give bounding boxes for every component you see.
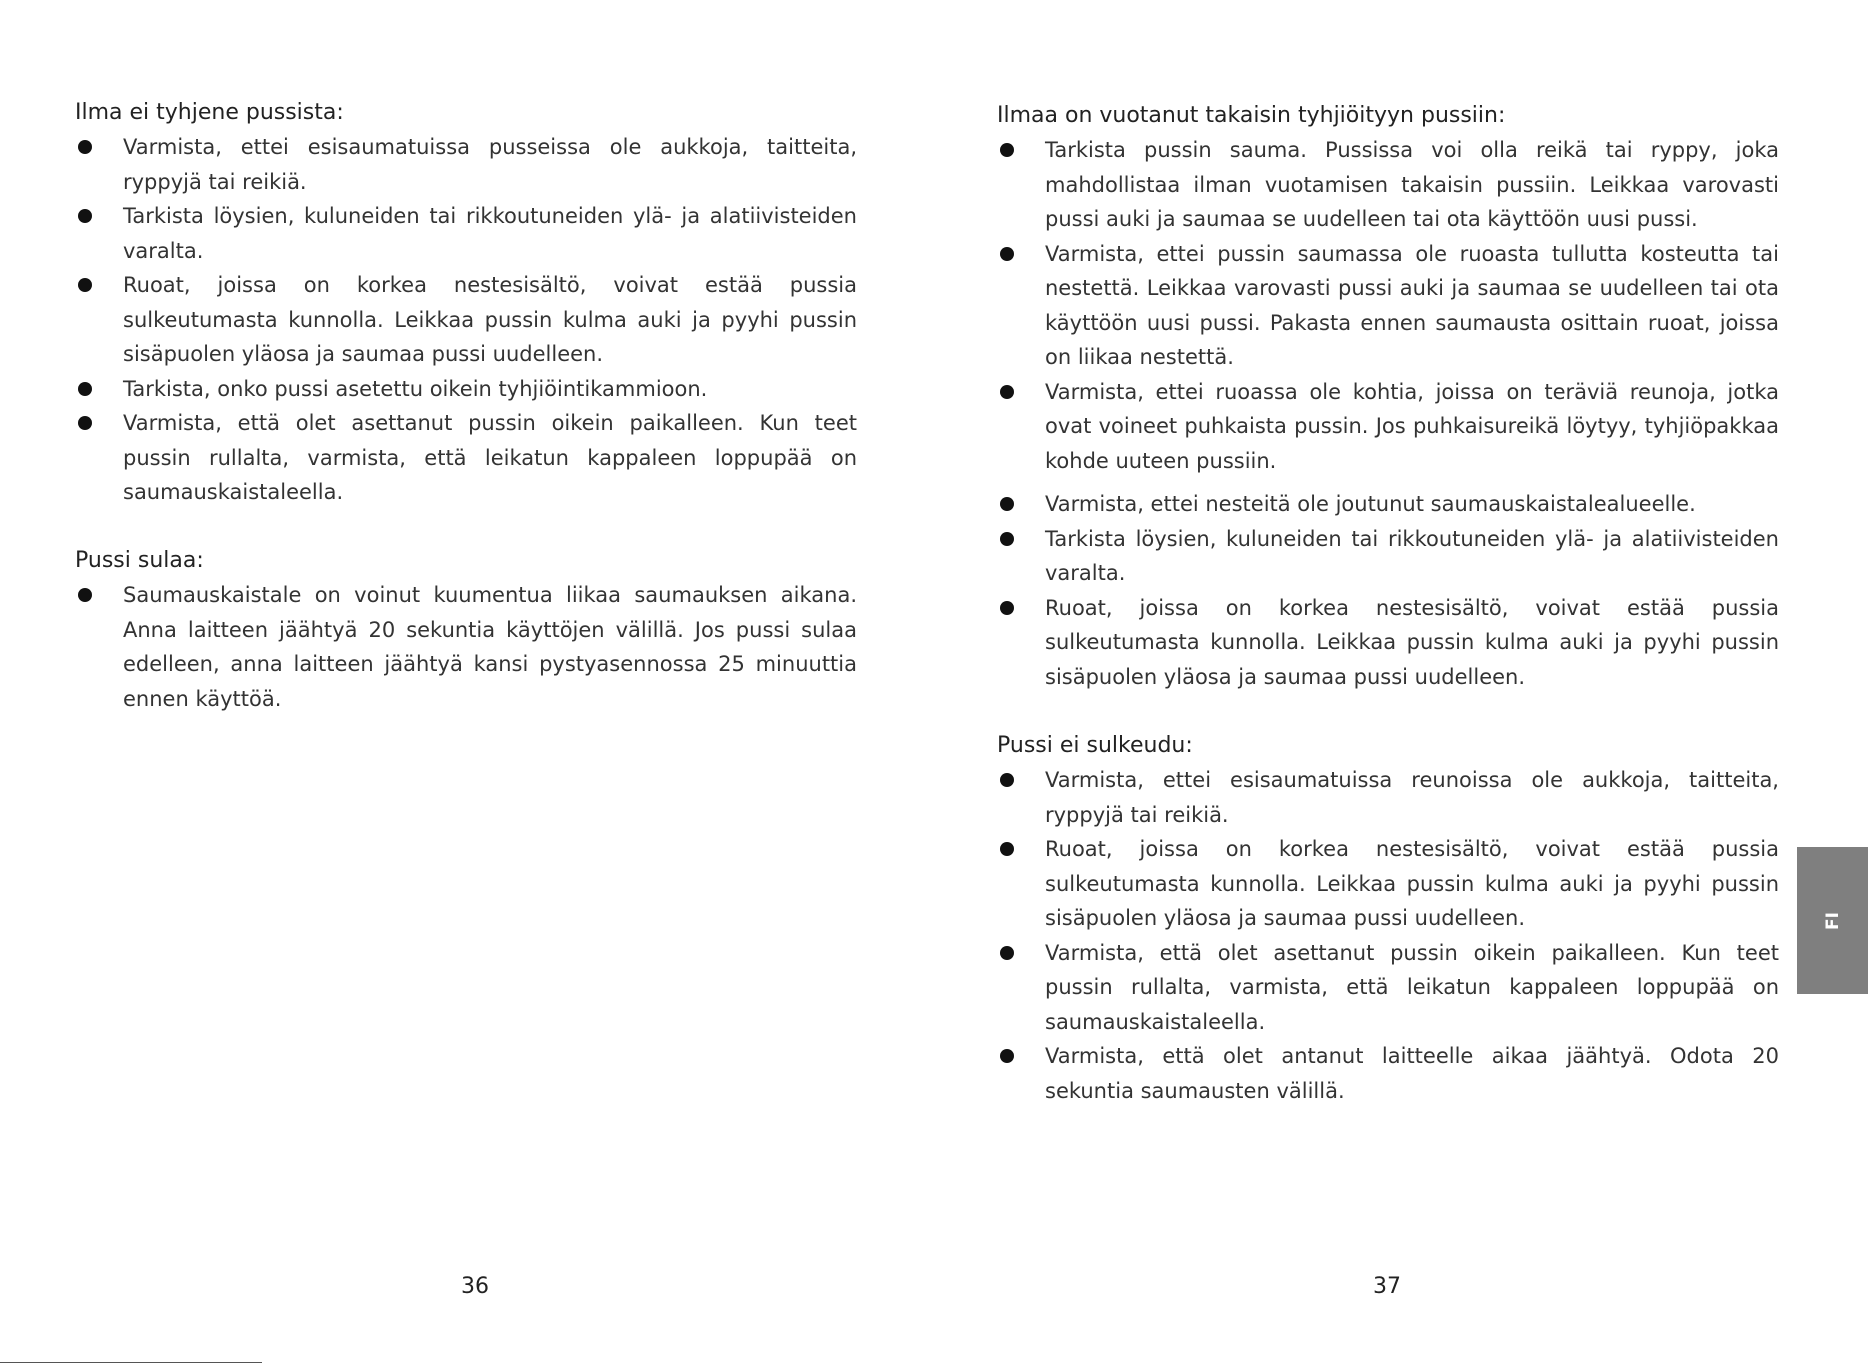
list-item-text: Tarkista, onko pussi asetettu oikein tyhjiöintikammioon. — [123, 376, 708, 401]
section-title: Ilma ei tyhjene pussista: — [75, 100, 344, 125]
list-item — [997, 591, 1779, 695]
list-item-text: Varmista, ettei esisaumatuissa pusseissa ole aukkoja, taitteita, ryppyjä tai reikiä. — [123, 135, 857, 194]
bullet-icon — [1000, 143, 1014, 157]
bullet-list — [997, 763, 1779, 1108]
bullet-icon — [78, 416, 92, 430]
list-item-text: Tarkista löysien, kuluneiden tai rikkoutuneiden ylä- ja alatiivisteiden varalta. — [1045, 526, 1779, 585]
bullet-icon — [78, 140, 92, 154]
list-item-text: Ruoat, joissa on korkea nestesisältö, voivat estää pussia sulkeutumasta kunnolla. Leikkaa pussin kulma auki ja pyyhi pussin sisäpuolen yläosa ja saumaa pussi uudelleen. — [123, 273, 857, 366]
bullet-icon — [1000, 773, 1014, 787]
list-item — [75, 372, 857, 407]
bullet-icon — [1000, 385, 1014, 399]
list-item — [997, 936, 1779, 1040]
list-item — [997, 133, 1779, 237]
bullet-icon — [1000, 842, 1014, 856]
list-item — [75, 199, 857, 268]
bullet-list — [997, 133, 1779, 694]
list-item — [997, 487, 1779, 522]
bullet-icon — [78, 588, 92, 602]
section-title: Ilmaa on vuotanut takaisin tyhjiöityyn pussiin: — [997, 103, 1506, 128]
bullet-icon — [1000, 601, 1014, 615]
list-item — [997, 832, 1779, 936]
list-item-text: Ruoat, joissa on korkea nestesisältö, voivat estää pussia sulkeutumasta kunnolla. Leikkaa pussin kulma auki ja pyyhi pussin sisäpuolen yläosa ja saumaa pussi uudelleen. — [1045, 837, 1779, 930]
bullet-icon — [1000, 946, 1014, 960]
section-title: Pussi sulaa: — [75, 548, 204, 573]
section-title: Pussi ei sulkeudu: — [997, 733, 1193, 758]
list-item — [997, 763, 1779, 832]
bullet-icon — [1000, 1049, 1014, 1063]
bullet-icon — [1000, 247, 1014, 261]
page-number: 37 — [1373, 1274, 1401, 1299]
list-item — [75, 268, 857, 372]
bullet-icon — [1000, 532, 1014, 546]
section-air-leaked-back — [997, 99, 1779, 694]
list-item — [997, 522, 1779, 591]
list-item-text: Ruoat, joissa on korkea nestesisältö, voivat estää pussia sulkeutumasta kunnolla. Leikkaa pussin kulma auki ja pyyhi pussin sisäpuolen yläosa ja saumaa pussi uudelleen. — [1045, 595, 1779, 689]
list-item-text: Varmista, ettei esisaumatuissa reunoissa ole aukkoja, taitteita, ryppyjä tai reikiä. — [1045, 768, 1779, 827]
list-item-text: Tarkista löysien, kuluneiden tai rikkoutuneiden ylä- ja alatiivisteiden varalta. — [123, 204, 857, 263]
language-tab-label: FI — [1822, 911, 1843, 930]
list-item — [997, 237, 1779, 375]
bullet-list — [75, 130, 857, 510]
footer-rule — [0, 1362, 262, 1363]
section-bag-not-sealing — [997, 729, 1779, 1108]
list-item-text: Varmista, että olet asettanut pussin oikein paikalleen. Kun teet pussin rullalta, varmista, että leikatun kappaleen loppupää on saumauskaistaleella. — [123, 411, 857, 504]
list-item — [75, 130, 857, 199]
bullet-icon — [78, 278, 92, 292]
list-item-text: Tarkista pussin sauma. Pussissa voi olla reikä tai ryppy, joka mahdollistaa ilman vuotamisen takaisin pussiin. Leikkaa varovasti pussi auki ja saumaa se uudelleen tai ota käyttöön uusi pussi. — [1045, 138, 1779, 231]
list-item-text: Varmista, ettei pussin saumassa ole ruoasta tullutta kosteutta tai nestettä. Leikkaa varovasti pussi auki ja saumaa se uudelleen tai ota käyttöön uusi pussi. Pakasta ennen saumausta osittain ruoat, joissa on liikaa nestettä. — [1045, 241, 1779, 369]
list-item — [997, 1039, 1779, 1108]
section-bag-melts — [75, 544, 857, 716]
language-tab — [1797, 847, 1868, 994]
left-page — [75, 0, 857, 1364]
list-item-text: Varmista, ettei ruoassa ole kohtia, joissa on teräviä reunoja, jotka ovat voineet puhkaista pussin. Jos puhkaisureikä löytyy, tyhjiöpakkaa kohde uuteen pussiin. — [1045, 379, 1779, 473]
page-number: 36 — [461, 1274, 489, 1299]
list-item — [75, 578, 857, 716]
bullet-icon — [78, 209, 92, 223]
list-item — [997, 375, 1779, 479]
list-item — [75, 406, 857, 510]
list-item-text: Varmista, että olet antanut laitteelle aikaa jäähtyä. Odota 20 sekuntia saumausten välillä. — [1045, 1044, 1779, 1103]
right-page — [997, 0, 1779, 1364]
list-item-text: Saumauskaistale on voinut kuumentua liikaa saumauksen aikana. Anna laitteen jäähtyä 20 sekuntia käyttöjen välillä. Jos pussi sulaa edelleen, anna laitteen jäähtyä kansi pystyasennossa 25 minuuttia ennen käyttöä. — [123, 583, 857, 711]
bullet-icon — [1000, 497, 1014, 511]
list-item-text: Varmista, ettei nesteitä ole joutunut saumauskaistalealueelle. — [1045, 492, 1696, 516]
bullet-icon — [78, 382, 92, 396]
bullet-list — [75, 578, 857, 716]
list-item-text: Varmista, että olet asettanut pussin oikein paikalleen. Kun teet pussin rullalta, varmista, että leikatun kappaleen loppupää on saumauskaistaleella. — [1045, 940, 1779, 1034]
section-air-not-evacuating — [75, 96, 857, 510]
